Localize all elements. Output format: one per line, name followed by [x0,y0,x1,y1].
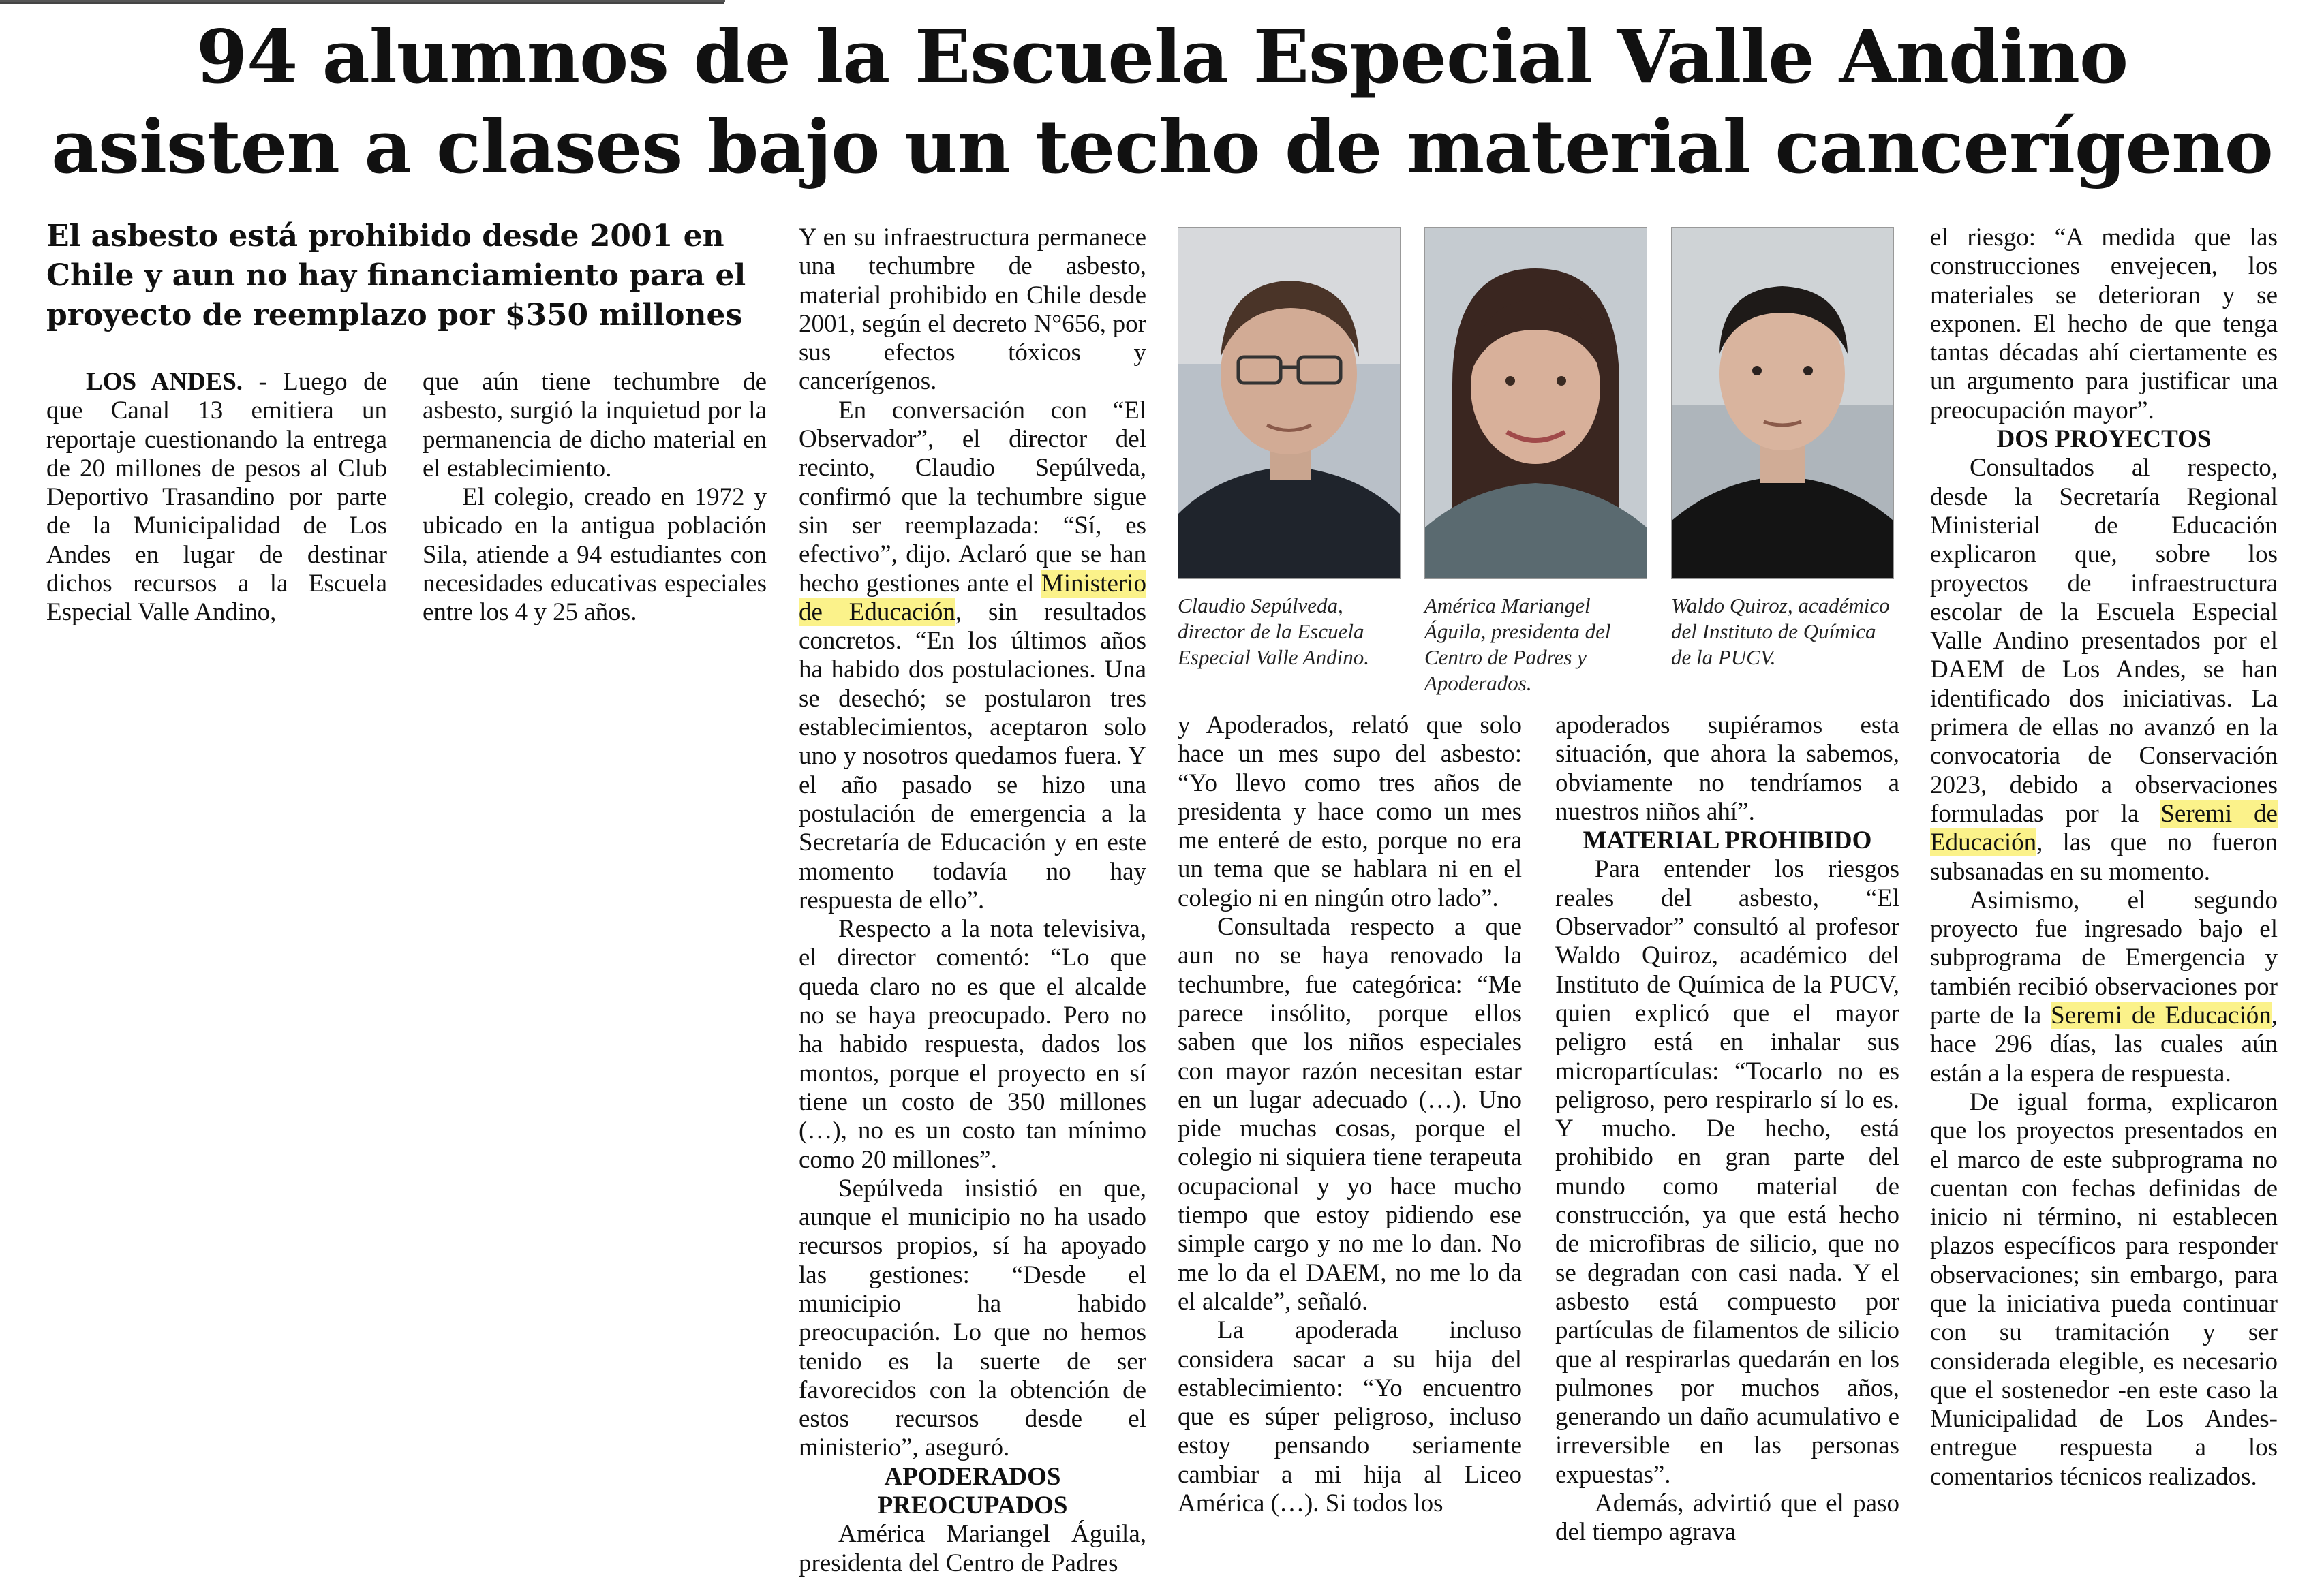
paragraph: el riesgo: “A medida que las construcciones envejecen, los materiales se deterioran y se exponen. El hecho de que tenga tantas décadas ahí ciertamente es un argumento para justificar una preocupación mayor”. [1930,223,2278,424]
portrait-woman-icon [1424,227,1647,579]
highlighted-text: Seremi de Educación [1930,799,2278,857]
section-divider [0,2,724,4]
section-heading: APODERADOS PREOCUPADOS [877,1462,1068,1520]
text-run: , las que no fueron subsanadas en su momento. [1930,828,2278,886]
article-column-6 [1930,223,2278,1491]
paragraph: De igual forma, explicaron que los proyectos presentados en el marco de este subprograma no cuentan con fechas definidas de inicio ni término, ni establecen plazos específicos para responder observaciones; sin embargo, para que la iniciativa pueda continuar con su tramitación y ser considerada elegible, es necesario que el sostenedor -en este caso la Municipalidad de Los Andes- entregue respuesta a los comentarios técnicos realizados. [1930,1087,2278,1491]
paragraph: El colegio, creado en 1972 y ubicado en la antigua población Sila, atiende a 94 estudiantes con necesidades educativas especiales entre los 4 y 25 años. [423,483,767,627]
section-heading: MATERIAL PROHIBIDO [1583,826,1872,855]
paragraph [1930,886,2278,1088]
paragraph: Consultada respecto a que aun no se haya renovado la techumbre, fue categórica: “Me parece insólito, porque ellos saben que los niños especiales con mayor razón necesitan estar en un lugar adecuado (…). Uno pide muchas cosas, porque el colegio ni siquiera tiene terapeuta ocupacional y yo hace mucho tiempo que estoy pidiendo ese simple cargo y no me lo dan. No me lo da el DAEM, no me lo da el alcalde”, señaló. [1178,913,1522,1316]
paragraph: Para entender los riesgos reales del asbesto, “El Observador” consultó al profesor Waldo Quiroz, académico del Instituto de Química de la PUCV, quien explicó que el mayor peligro está en inhalar sus micropartículas: “Tocarlo no es peligroso, pero respirarlo sí lo es. Y mucho. De hecho, está prohibido en gran parte del mundo como material de construcción, ya que está hecho de microfibras de silicio, que no se degradan con casi nada. Y el asbesto está compuesto por partículas de filamentos de silicio que al respirarlas quedarán en los pulmones por muchos años, generando un daño acumulativo e irreversible en las personas expuestas”. [1555,855,1899,1489]
lead-paragraph [46,368,387,628]
headline-line-2: asisten a clases bajo un techo de material cancerígeno [51,104,2273,190]
photo-caption: Waldo Quiroz, académico del Instituto de Química de la PUCV. [1671,593,1890,669]
dateline: LOS ANDES. [86,368,243,396]
text-run: Consultados al respecto, desde la Secretaría Regional Ministerial de Educación explicaron que, sobre los proyectos de infraestructura escolar de la Escuela Especial Valle Andino presentados por el DAEM de Los Andes, se han identificado dos iniciativas. La primera de ellas no avanzó en la convocatoria de Conservación 2023, debido a observaciones formuladas por la [1930,454,2278,828]
paragraph: Y en su infraestructura permanece una techumbre de asbesto, material prohibido en Chile desde 2001, según el decreto N°656, por sus efectos tóxicos y cancerígenos. [799,223,1146,396]
portrait-young-man-icon [1671,227,1894,579]
paragraph: América Mariangel Águila, presidenta del Centro de Padres [799,1520,1146,1577]
article-column-1 [46,368,387,628]
text-run: , sin resultados concretos. “En los últimos años ha habido dos postulaciones. Una se desechó; se postularon tres establecimientos, aceptaron solo uno y nosotros quedamos fuera. Y el año pasado se hizo una postulación de emergencia a la Secretaría de Educación y en este momento todavía no hay respuesta de ello”. [799,598,1147,914]
photo-caption: Claudio Sepúlveda, director de la Escuela Especial Valle Andino. [1178,593,1369,669]
article-column-2 [423,368,767,628]
section-heading: DOS PROYECTOS [1996,425,2212,454]
paragraph: apoderados supiéramos esta situación, que ahora la sabemos, obviamente no tendríamos a nuestros niños ahí”. [1555,711,1899,826]
highlighted-text: Seremi de Educación [2051,1002,2272,1030]
article-column-4 [1178,711,1522,1518]
paragraph [799,397,1146,915]
text-run: , hace 296 días, las cuales aún están a la espera de respuesta. [1930,1002,2278,1087]
paragraph: La apoderada incluso considera sacar a su hija del establecimiento: “Yo encuentro que es súper peligroso, incluso estoy pensando seriamente cambiar a mi hija al Liceo América (…). Si todos los [1178,1316,1522,1518]
article-column-5 [1555,711,1899,1547]
text-run: Asimismo, el segundo proyecto fue ingresado bajo el subprograma de Emergencia y también recibió observaciones por parte de la [1930,886,2278,1030]
highlighted-text: Ministerio de Educación [799,569,1146,626]
lead-text: - Luego de que Canal 13 emitiera un reportaje cuestionando la entrega de 20 millones de pesos al Club Deportivo Trasandino por parte de la Municipalidad de Los Andes en lugar de destinar dichos recursos a la Escuela Especial Valle Andino, [46,368,387,627]
article-column-3 [799,223,1146,1578]
subheadline: El asbesto está prohibido desde 2001 en Chile y aun no hay financiamiento para el proyecto de reemplazo por $350 millones [46,219,746,332]
paragraph [1930,454,2278,886]
paragraph: que aún tiene techumbre de asbesto, surgió la inquietud por la permanencia de dicho material en el establecimiento. [423,368,767,482]
paragraph: Además, advirtió que el paso del tiempo agrava [1555,1489,1899,1547]
headline-line-1: 94 alumnos de la Escuela Especial Valle Andino [196,14,2128,100]
paragraph: Sepúlveda insistió en que, aunque el municipio no ha usado recursos propios, sí ha apoyado las gestiones: “Desde el municipio ha habido preocupación. Lo que no hemos tenido es la suerte de ser favorecidos con la obtención de estos recursos desde el ministerio”, aseguró. [799,1174,1146,1462]
paragraph: y Apoderados, relató que solo hace un mes supo del asbesto: “Yo llevo como tres años de presidenta y hace como un mes me enteré de esto, porque no era un tema que se hablara ni en el colegio ni en ningún otro lado”. [1178,711,1522,912]
paragraph: Respecto a la nota televisiva, el director comentó: “Lo que queda claro no es que el alcalde no se haya preocupado. Pero no ha habido respuesta, dados los montos, porque el proyecto en sí tiene un costo de 350 millones (…), no es un costo tan mínimo como 20 millones”. [799,915,1146,1174]
text-run: En conversación con “El Observador”, el director del recinto, Claudio Sepúlveda, confirmó que la techumbre sigue sin ser reemplazada: “Sí, es efectivo”, dijo. Aclaró que se han hecho gestiones ante el [799,396,1146,598]
photo-caption: América Mariangel Águila, presidenta del Centro de Padres y Apoderados. [1424,593,1611,695]
portrait-man-glasses-icon [1178,227,1401,579]
